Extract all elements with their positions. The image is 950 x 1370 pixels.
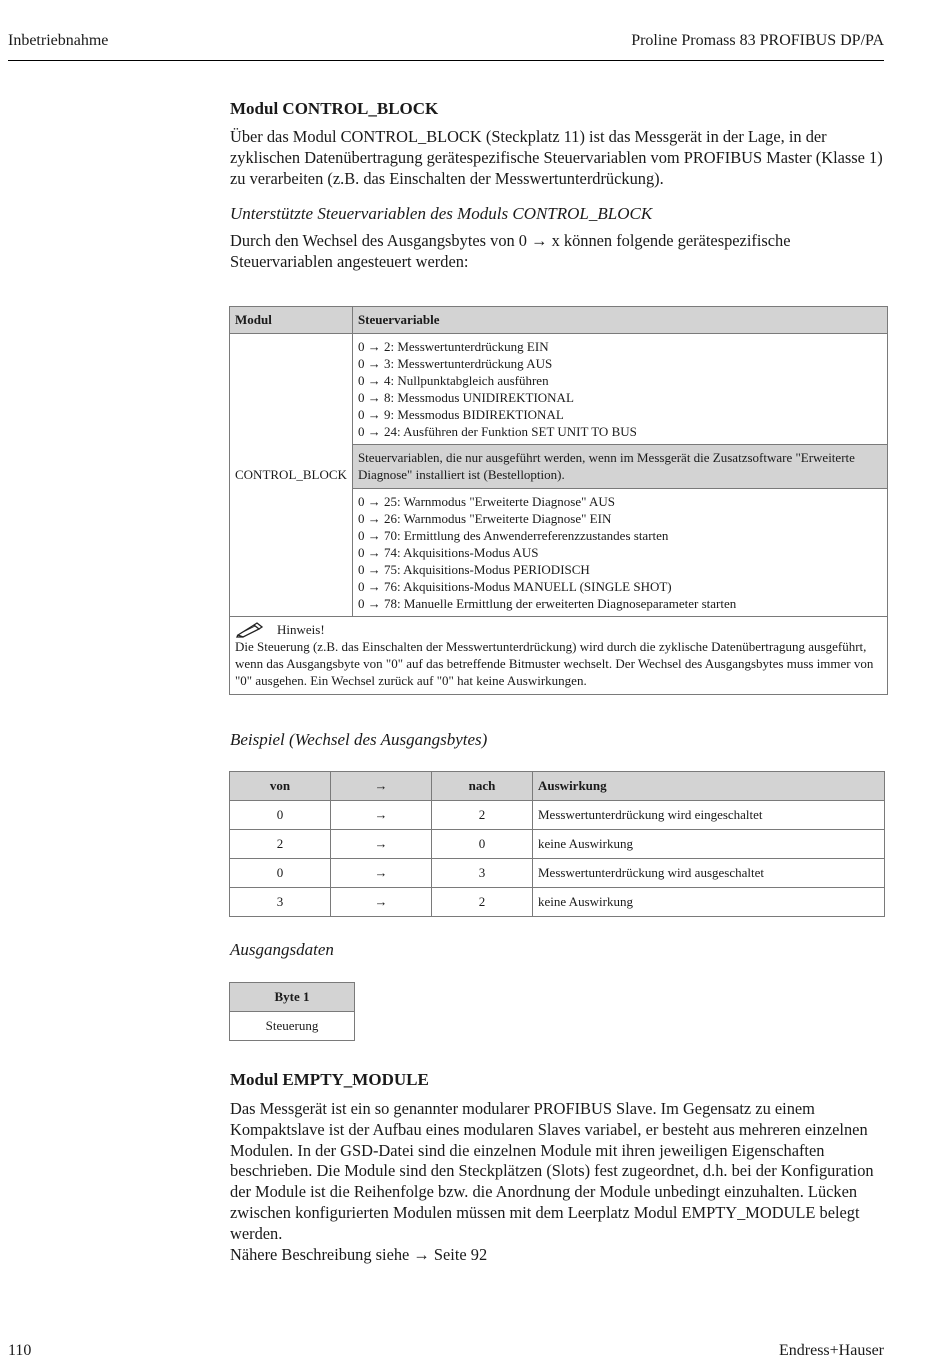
hint-label: Hinweis!	[277, 622, 325, 637]
table-row	[230, 888, 885, 917]
col-header-arrow: →	[331, 772, 432, 801]
section-control-block	[230, 99, 888, 273]
col-header-nach: nach	[432, 772, 533, 801]
cell-arrow: →	[331, 888, 432, 917]
control-group-2	[352, 489, 887, 617]
cell-von: 2	[230, 830, 331, 859]
pencil-icon	[235, 621, 267, 638]
cell-auswirkung: keine Auswirkung	[533, 830, 885, 859]
control-variable-item: 0 → 78: Manuelle Ermittlung der erweiterten Diagnoseparameter starten	[357, 596, 737, 611]
control-variable-item: 0 → 74: Akquisitions-Modus AUS	[357, 545, 539, 560]
lead-paragraph: Durch den Wechsel des Ausgangsbytes von 0 → x können folgende gerätespezifische Steuervariablen angesteuert werden:	[230, 231, 791, 272]
col-header-von: von	[230, 772, 331, 801]
header-section-label: Inbetriebnahme	[8, 32, 109, 49]
cell-nach: 2	[432, 888, 533, 917]
cell-auswirkung: Messwertunterdrückung wird ausgeschaltet	[533, 859, 885, 888]
subhead-example: Beispiel (Wechsel des Ausgangsbytes)	[230, 730, 488, 749]
col-header-modul: Modul	[230, 307, 353, 334]
control-group-1	[352, 334, 887, 445]
hint-text: Die Steuerung (z.B. das Einschalten der Messwertunterdrückung) wird durch die zyklische Datenübertragung ausgeführt, wenn das Ausgangsbyte von "0" auf das betreffende Bitmuster wechselt. Der Wechsel des Ausgangsbytes muss immer von "0" ausgehen. Ein Wechsel zurück auf "0" hat keine Auswirkungen.	[235, 639, 874, 688]
cell-auswirkung: keine Auswirkung	[533, 888, 885, 917]
control-variable-item: 0 → 75: Akquisitions-Modus PERIODISCH	[357, 562, 590, 577]
control-variable-item: 0 → 70: Ermittlung des Anwenderreferenzzustandes starten	[357, 528, 669, 543]
control-variable-item: 0 → 76: Akquisitions-Modus MANUELL (SINGLE SHOT)	[357, 579, 672, 594]
subhead-supported-variables: Unterstützte Steuervariablen des Moduls CONTROL_BLOCK	[230, 204, 653, 224]
subhead-output-data: Ausgangsdaten	[230, 940, 334, 959]
empty-module-paragraph: Das Messgerät ist ein so genannter modularer PROFIBUS Slave. Im Gegensatz zu einem Kompaktslave ist der Aufbau eines modularen Slaves variabel, er besteht aus mehreren einzelnen Modulen. In der GSD-Datei sind die einzelnen Module mit ihren jeweiligen Eigenschaften beschrieben. Die Module sind den Steckplätzen (Slots) fest zugeordnet, d.h. bei der Konfiguration der Module ist die Reihenfolge bzw. die Anordnung der Module unbedingt einzuhalten. Lücken zwischen konfigurierten Modulen müssen mit dem Leerplatz Modul EMPTY_MODULE belegt werden.	[230, 1099, 874, 1243]
control-variable-item: 0 → 25: Warnmodus "Erweiterte Diagnose" AUS	[357, 494, 615, 509]
extended-diagnosis-note	[352, 445, 887, 489]
col-header-auswirkung: Auswirkung	[533, 772, 885, 801]
hint-box	[230, 617, 888, 695]
intro-paragraph: Über das Modul CONTROL_BLOCK (Steckplatz 11) ist das Messgerät in der Lage, in der zyklischen Datenübertragung gerätespezifische Steuervariablen vom PROFIBUS Master (Klasse 1) zu verarbeiten (z.B. das Einschalten der Messwertunterdrückung).	[230, 127, 883, 188]
cell-von: 0	[230, 859, 331, 888]
section-empty-module	[230, 1070, 888, 1265]
reference-line: Nähere Beschreibung siehe → Seite 92	[230, 1244, 488, 1264]
page-header	[8, 32, 884, 61]
table-row	[230, 830, 885, 859]
example-table	[229, 771, 885, 917]
cell-nach: 3	[432, 859, 533, 888]
control-variables-table	[229, 306, 888, 695]
table-row	[230, 859, 885, 888]
col-header-byte-1: Byte 1	[230, 983, 355, 1012]
cell-auswirkung: Messwertunterdrückung wird eingeschaltet	[533, 801, 885, 830]
control-variable-item: 0 → 3: Messwertunterdrückung AUS	[357, 356, 553, 371]
cell-von: 0	[230, 801, 331, 830]
section-title-empty-module: Modul EMPTY_MODULE	[230, 1070, 429, 1089]
control-variable-item: 0 → 4: Nullpunktabgleich ausführen	[357, 373, 549, 388]
control-variable-item: 0 → 26: Warnmodus "Erweiterte Diagnose" EIN	[357, 511, 612, 526]
cell-arrow: →	[331, 801, 432, 830]
col-header-steuervariable: Steuervariable	[352, 307, 887, 334]
cell-arrow: →	[331, 859, 432, 888]
cell-arrow: →	[331, 830, 432, 859]
cell-nach: 0	[432, 830, 533, 859]
control-variable-item: 0 → 24: Ausführen der Funktion SET UNIT TO BUS	[357, 424, 637, 439]
table-row	[230, 801, 885, 830]
page-number: 110	[8, 1342, 32, 1359]
extended-diagnosis-note-text: Steuervariablen, die nur ausgeführt werden, wenn im Messgerät die Zusatzsoftware "Erweiterte Diagnose" installiert ist (Bestelloption).	[357, 450, 855, 482]
control-variable-item: 0 → 2: Messwertunterdrückung EIN	[357, 339, 549, 354]
header-product-title: Proline Promass 83 PROFIBUS DP/PA	[631, 32, 884, 49]
cell-von: 3	[230, 888, 331, 917]
output-data-table	[229, 982, 355, 1041]
module-name-cell: CONTROL_BLOCK	[230, 334, 353, 617]
section-title-control-block: Modul CONTROL_BLOCK	[230, 99, 439, 118]
brand-name: Endress+Hauser	[779, 1342, 884, 1359]
control-variable-item: 0 → 9: Messmodus BIDIREKTIONAL	[357, 407, 564, 422]
cell-nach: 2	[432, 801, 533, 830]
control-variable-item: 0 → 8: Messmodus UNIDIREKTIONAL	[357, 390, 574, 405]
cell-steuerung: Steuerung	[230, 1012, 355, 1041]
